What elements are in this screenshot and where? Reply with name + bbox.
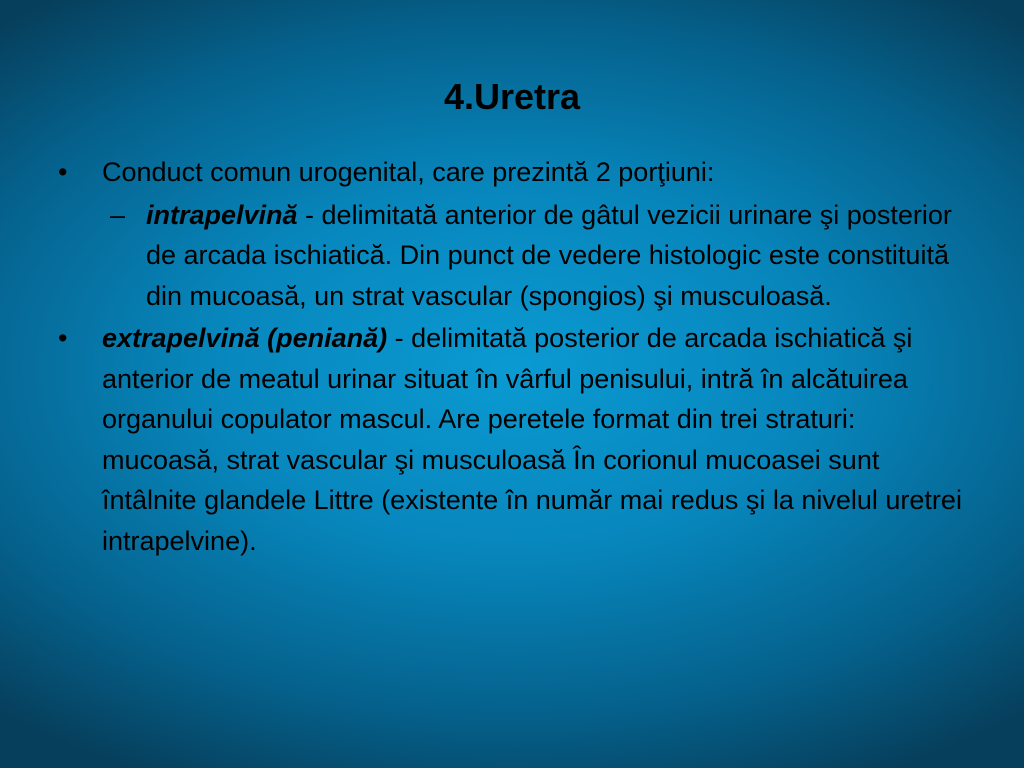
bullet-text: - delimitată posterior de arcada ischiatică şi anterior de meatul urinar situat în vârful penisului, intră în alcătuirea organului copulator mascul. Are peretele format din trei straturi: mucoasă, strat vascular şi musculoasă În corionul mucoasei sunt întâlnite glandele Littre (existente în număr mai redus şi la nivelul uretrei intrapelvine). [102,323,962,556]
sub-bullet-item [100,195,968,317]
slide-content [58,152,968,561]
bullet-text: Conduct comun urogenital, care prezintă 2 porţiuni: [102,157,715,187]
slide-title: 4.Uretra [443,76,581,117]
sub-bullet-term: intrapelvină [146,199,298,230]
bullet-item [58,318,968,561]
sub-bullet-marker: – [110,199,126,230]
sub-bullet-text: - delimitată anterior de gâtul vezicii urinare şi posterior de arcada ischiatică. Din punct de vedere histologic este constituită din mucoasă, un strat vascular (spongios) şi musculoasă. [146,199,952,311]
bullet-item [58,152,968,193]
bullet-term: extrapelvină (peniană) [102,323,388,353]
bullet-marker: • [58,157,68,187]
bullet-marker: • [58,323,68,353]
